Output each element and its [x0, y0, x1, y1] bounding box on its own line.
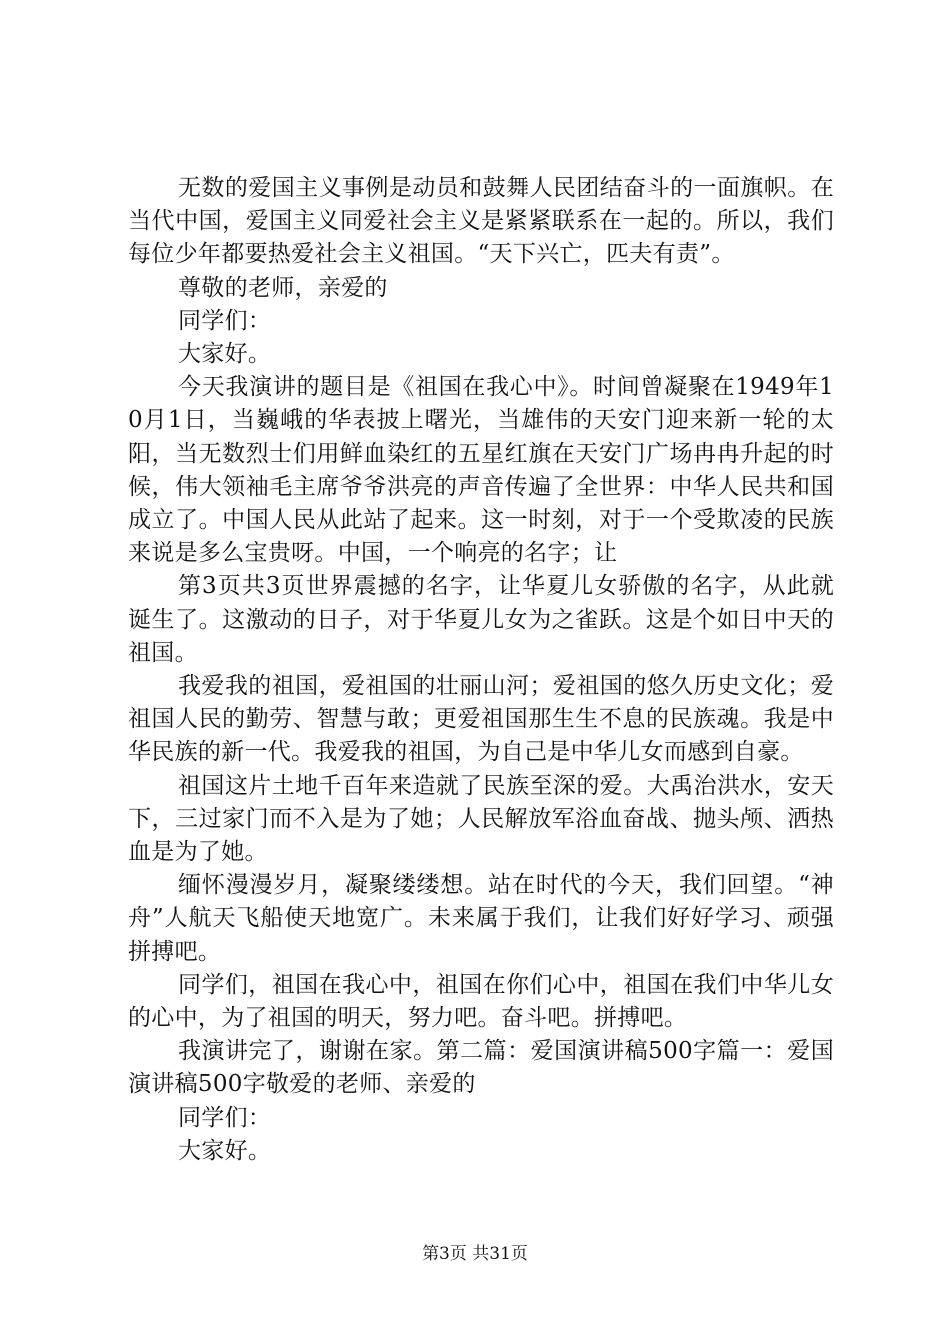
page-footer: [0, 1243, 950, 1265]
paragraph: 祖国这片土地千百年来造就了民族至深的爱。大禹治洪水，安天下，三过家门而不入是为了她；人民解放军浴血奋战、抛头颅、洒热血是为了她。: [128, 772, 834, 866]
paragraph: 尊敬的老师，亲爱的: [178, 274, 388, 301]
paragraph: 今天我演讲的题目是《祖国在我心中》。时间曾凝聚在1949年10月1日，当巍峨的华表披上曙光，当雄伟的天安门迎来新一轮的太阳，当无数烈士们用鲜血染红的五星红旗在天安门广场冉冉升起的时候，伟大领袖毛主席爷爷洪亮的声音传遍了全世界：中华人民共和国成立了。中国人民从此站了起来。这一时刻，对于一个受欺凌的民族来说是多么宝贵呀。中国，一个响亮的名字；让: [128, 374, 834, 567]
paragraph: 缅怀漫漫岁月，凝聚缕缕想。站在时代的今天，我们回望。“神舟”人航天飞船使天地宽广。未来属于我们，让我们好好学习、顽强拼搏吧。: [128, 872, 834, 965]
paragraph: 我爱我的祖国，爱祖国的壮丽山河；爱祖国的悠久历史文化；爱祖国人民的勤劳、智慧与敢；更爱祖国那生生不息的民族魂。我是中华民族的新一代。我爱我的祖国，为自己是中华儿女而感到自豪。: [128, 673, 834, 766]
paragraph: 大家好。: [178, 341, 272, 368]
paragraph: 我演讲完了，谢谢在家。第二篇：爱国演讲稿500字篇一：爱国演讲稿500字敬爱的老师、亲爱的: [128, 1038, 834, 1098]
paragraph: 同学们：: [178, 307, 272, 334]
page-number-label: 第3页 共31页: [422, 1244, 528, 1264]
paragraph: 大家好。: [178, 1137, 272, 1164]
paragraph: 同学们，祖国在我心中，祖国在你们心中，祖国在我们中华儿女的心中，为了祖国的明天，努力吧。奋斗吧。拼搏吧。: [128, 971, 834, 1032]
document-body: [128, 172, 834, 1168]
paragraph: 第3页共3页世界震撼的名字，让华夏儿女骄傲的名字，从此就诞生了。这激动的日子，对于华夏儿女为之雀跃。这是个如日中天的祖国。: [128, 573, 834, 666]
paragraph: 同学们：: [178, 1104, 272, 1131]
paragraph: 无数的爱国主义事例是动员和鼓舞人民团结奋斗的一面旗帜。在当代中国，爱国主义同爱社会主义是紧紧联系在一起的。所以，我们每位少年都要热爱社会主义祖国。“天下兴亡，匹夫有责”。: [128, 175, 834, 268]
